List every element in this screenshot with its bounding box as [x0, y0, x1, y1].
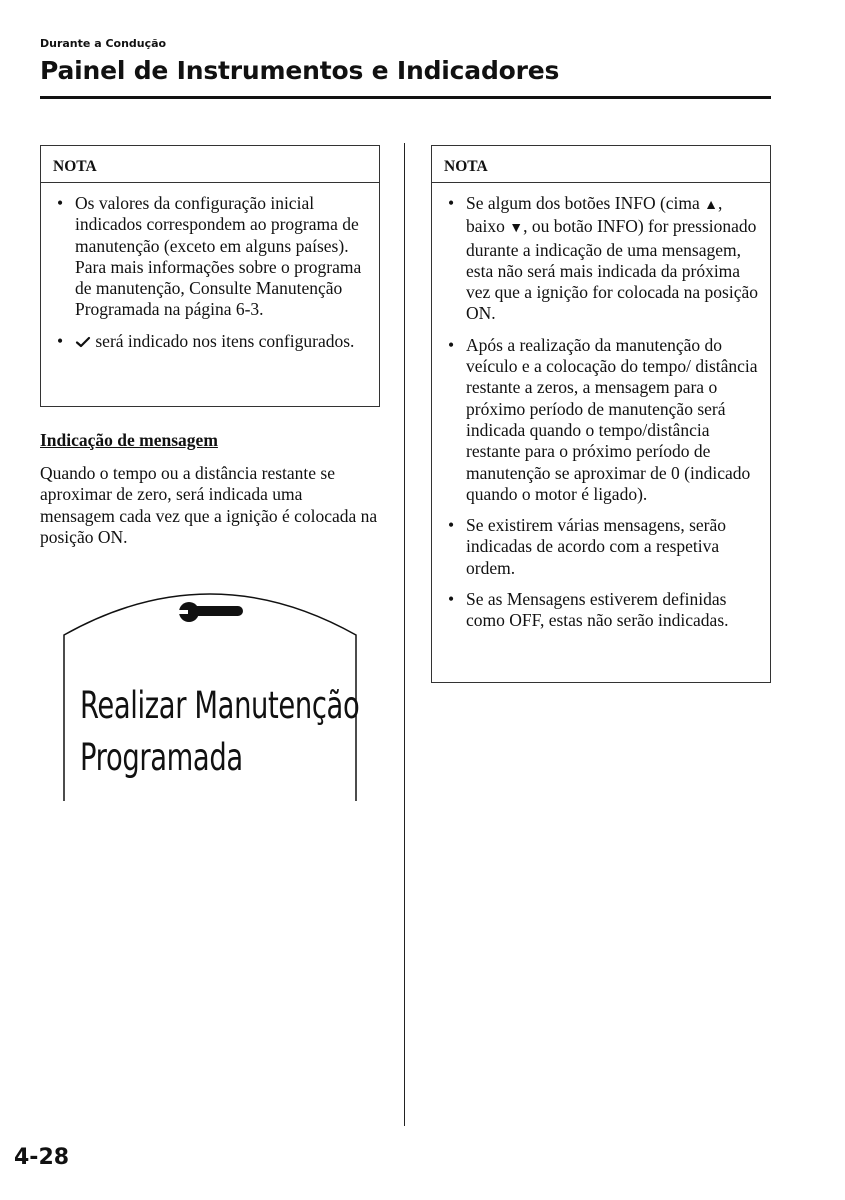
bullet-icon: • [448, 193, 455, 213]
list-item-text: , baixo [466, 193, 723, 237]
list-item [444, 589, 758, 632]
list-item [444, 193, 758, 325]
note-list [432, 183, 770, 646]
triangle-down-icon: ▼ [509, 221, 524, 237]
bullet-icon: • [448, 589, 455, 610]
display-line-1: Realizar Manutenção [80, 684, 360, 727]
list-item [53, 331, 367, 352]
list-item-text: Os valores da configuração inicial indicados correspondem ao programa de manutenção (exceto em alguns países). Para mais informações sobre o programa de manutenção, Consulte Manutenção Programada na página 6-3. [75, 193, 362, 320]
subheading: Indicação de mensagem [40, 430, 218, 450]
column-divider [404, 143, 405, 1126]
list-item-text: Após a realização da manutenção do veículo e a colocação do tempo/ distância restante a zeros, a mensagem para o próximo período de manutenção será indicada quando o tempo/distância restante para o próximo período de manutenção se aproximar de 0 (indicado quando o motor é ligado). [466, 334, 758, 504]
display-message [80, 680, 359, 784]
list-item-text: Se as Mensagens estiverem definidas como OFF, estas não serão indicadas. [466, 589, 729, 631]
list-item-text: , ou botão INFO) for pressionado durante a indicação de uma mensagem, esta não será mais indicada da próxima vez que a ignição for colocada na posição ON. [466, 216, 759, 324]
display-line-2: Programada [80, 736, 243, 779]
page-title: Painel de Instrumentos e Indicadores [40, 56, 560, 85]
list-item-text: será indicado nos itens configurados. [95, 330, 355, 351]
triangle-up-icon: ▲ [704, 198, 719, 213]
section-label: Durante a Condução [40, 37, 167, 50]
list-item-text: Se existirem várias mensagens, serão indicadas de acordo com a respetiva ordem. [466, 515, 726, 578]
note-heading: NOTA [41, 146, 379, 183]
page-number: 4-28 [14, 1145, 70, 1170]
note-box-left [40, 145, 380, 407]
list-item-text: Se algum dos botões INFO (cima [466, 193, 705, 213]
list-item [444, 515, 758, 579]
bullet-icon: • [448, 334, 455, 355]
note-box-right [431, 145, 771, 683]
checkmark-icon [75, 336, 91, 348]
bullet-icon: • [448, 515, 455, 536]
note-list [41, 183, 379, 366]
body-paragraph: Quando o tempo ou a distância restante se aproximar de zero, será indicada uma mensagem cada vez que a ignição é colocada na posição ON. [40, 463, 378, 547]
bullet-icon: • [57, 193, 64, 213]
list-item [444, 335, 758, 505]
note-heading: NOTA [432, 146, 770, 183]
bullet-icon: • [57, 330, 64, 351]
list-item [53, 193, 367, 321]
wrench-icon [174, 602, 243, 622]
title-rule [40, 96, 771, 99]
